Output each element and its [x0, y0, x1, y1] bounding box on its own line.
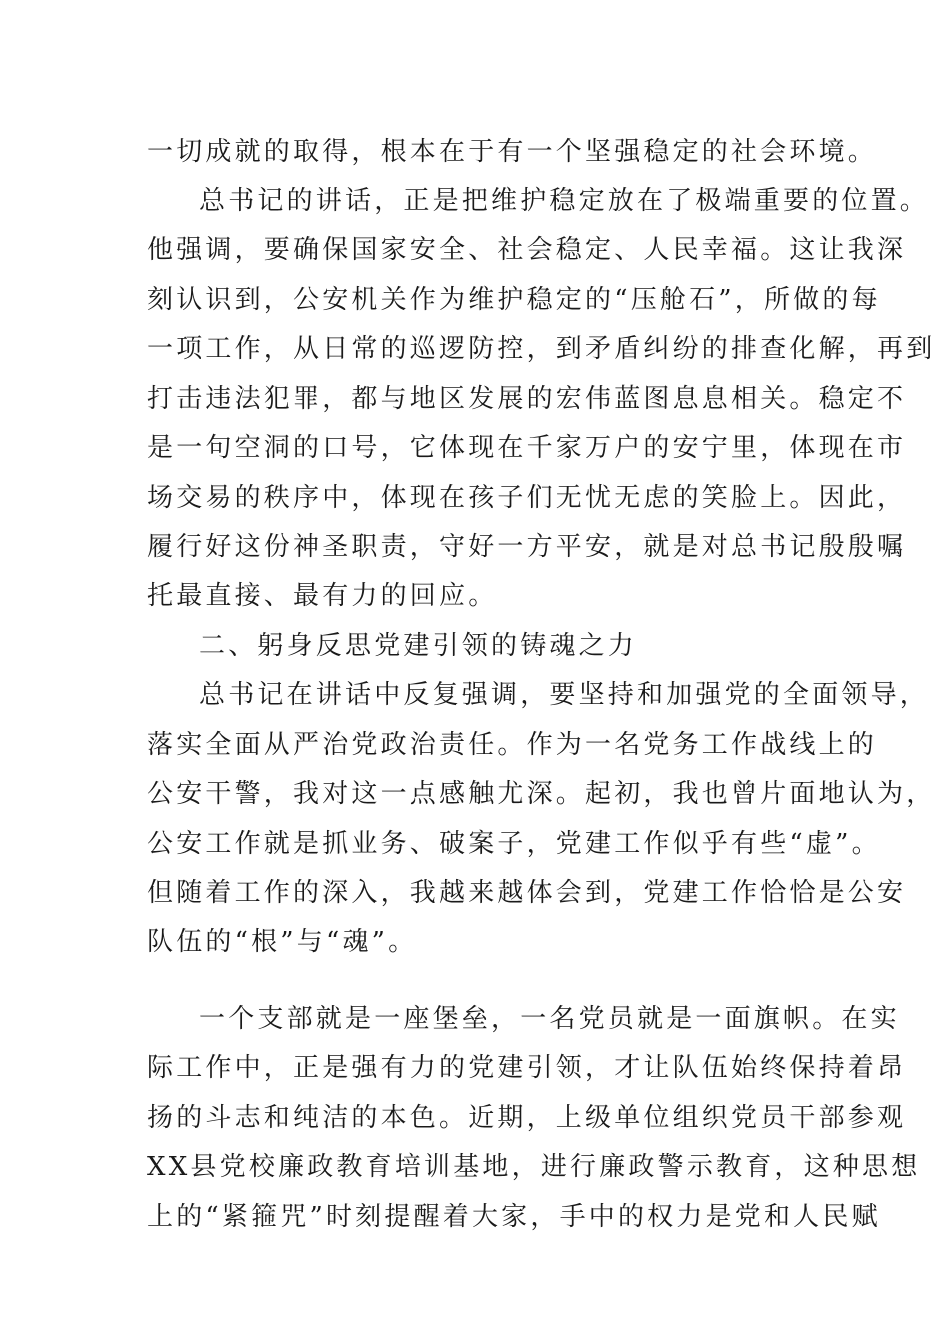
text-line: 公安干警，我对这一点感触尤深。起初，我也曾片面地认为，	[147, 779, 936, 809]
text-line: 公安工作就是抓业务、破案子，党建工作似乎有些“虚”。	[147, 829, 881, 859]
text-line: 打击违法犯罪，都与地区发展的宏伟蓝图息息相关。稳定不	[147, 384, 907, 414]
text-line: 是一句空洞的口号，它体现在千家万户的安宁里，体现在市	[147, 433, 907, 463]
section-heading: 二、躬身反思党建引领的铸魂之力	[199, 631, 638, 661]
text-line: 际工作中，正是强有力的党建引领，才让队伍始终保持着昂	[147, 1053, 907, 1083]
text-line: XX县党校廉政教育培训基地，进行廉政警示教育，这种思想	[147, 1152, 921, 1182]
text-line: 队伍的“根”与“魂”。	[147, 927, 418, 957]
text-line: 上的“紧箍咒”时刻提醒着大家，手中的权力是党和人民赋	[147, 1202, 881, 1232]
paragraph-start-line: 总书记在讲话中反复强调，要坚持和加强党的全面领导，	[199, 680, 930, 710]
text-line: 刻认识到，公安机关作为维护稳定的“压舱石”，所做的每	[147, 285, 881, 315]
paragraph-start-line: 总书记的讲话，正是把维护稳定放在了极端重要的位置。	[199, 186, 930, 216]
text-line: 扬的斗志和纯洁的本色。近期，上级单位组织党员干部参观	[147, 1103, 907, 1133]
text-line: 托最直接、最有力的回应。	[147, 581, 498, 611]
text-line: 他强调，要确保国家安全、社会稳定、人民幸福。这让我深	[147, 235, 907, 265]
text-line: 一项工作，从日常的巡逻防控，到矛盾纠纷的排查化解，再到	[147, 334, 936, 364]
paragraph-start-line: 一个支部就是一座堡垒，一名党员就是一面旗帜。在实	[199, 1004, 900, 1034]
text-line: 履行好这份神圣职责，守好一方平安，就是对总书记殷殷嘱	[147, 532, 907, 562]
text-line: 场交易的秩序中，体现在孩子们无忧无虑的笑脸上。因此，	[147, 483, 907, 513]
text-line: 但随着工作的深入，我越来越体会到，党建工作恰恰是公安	[147, 878, 907, 908]
text-line: 一切成就的取得，根本在于有一个坚强稳定的社会环境。	[147, 137, 878, 167]
text-line: 落实全面从严治党政治责任。作为一名党务工作战线上的	[147, 730, 878, 760]
